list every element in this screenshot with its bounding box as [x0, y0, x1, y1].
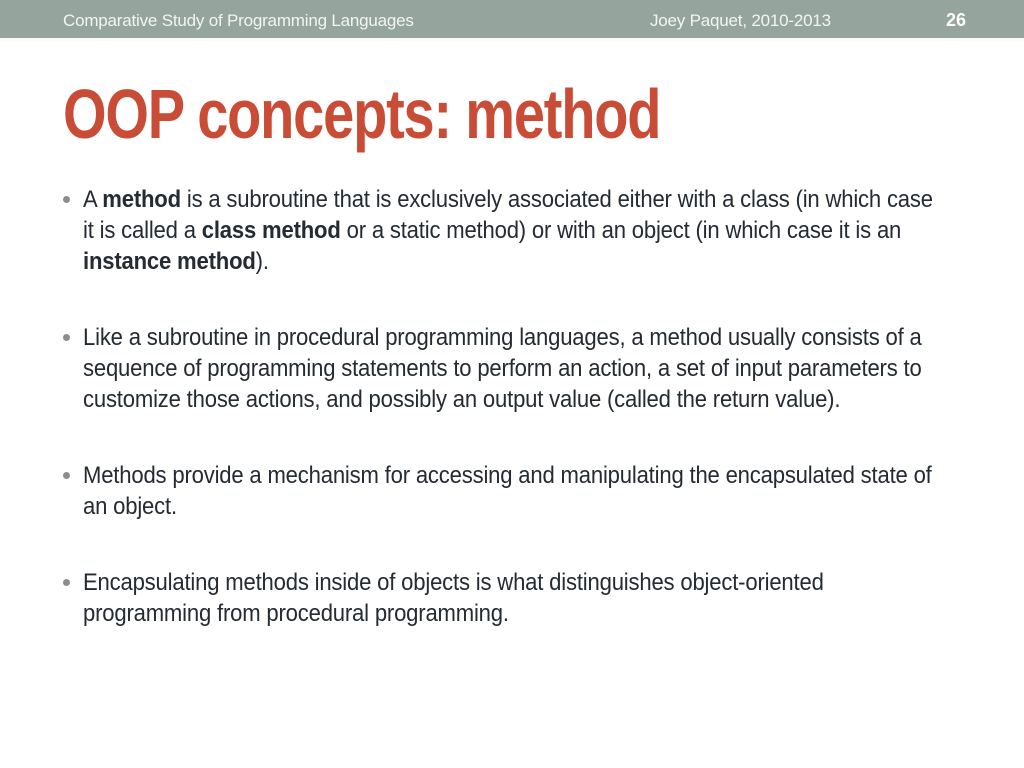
slide-header-bar	[0, 0, 1024, 41]
bullet-marker-icon	[63, 579, 70, 586]
bullet-marker-icon	[63, 196, 70, 203]
header-page-number: 26	[945, 10, 966, 30]
bullet-marker-icon	[63, 334, 70, 341]
bullet-text: Methods provide a mechanism for accessing and manipulating the encapsulated state of an object.	[83, 462, 932, 520]
bullet-marker-icon	[63, 472, 70, 479]
bullet-text: A method is a subroutine that is exclusively associated either with a class (in which case it is called a class method or a static method) or with an object (in which case it is an instance method).	[83, 186, 933, 275]
bullet-item	[63, 460, 1024, 522]
header-course-title: Comparative Study of Programming Languages	[63, 11, 414, 30]
bullet-item	[63, 322, 1024, 415]
header-author: Joey Paquet, 2010-2013	[650, 11, 831, 30]
bullet-text: Encapsulating methods inside of objects is what distinguishes object-oriented programming from procedural programming.	[83, 569, 824, 627]
bullet-text: Like a subroutine in procedural programming languages, a method usually consists of a sequence of programming statements to perform an action, a set of input parameters to customize those actions, and possibly an output value (called the return value).	[83, 324, 922, 413]
bullet-list	[63, 184, 1024, 629]
slide-title: OOP concepts: method	[63, 75, 661, 153]
bullet-item	[63, 184, 1024, 277]
slide-body	[0, 44, 1024, 674]
bullet-item	[63, 567, 1024, 629]
